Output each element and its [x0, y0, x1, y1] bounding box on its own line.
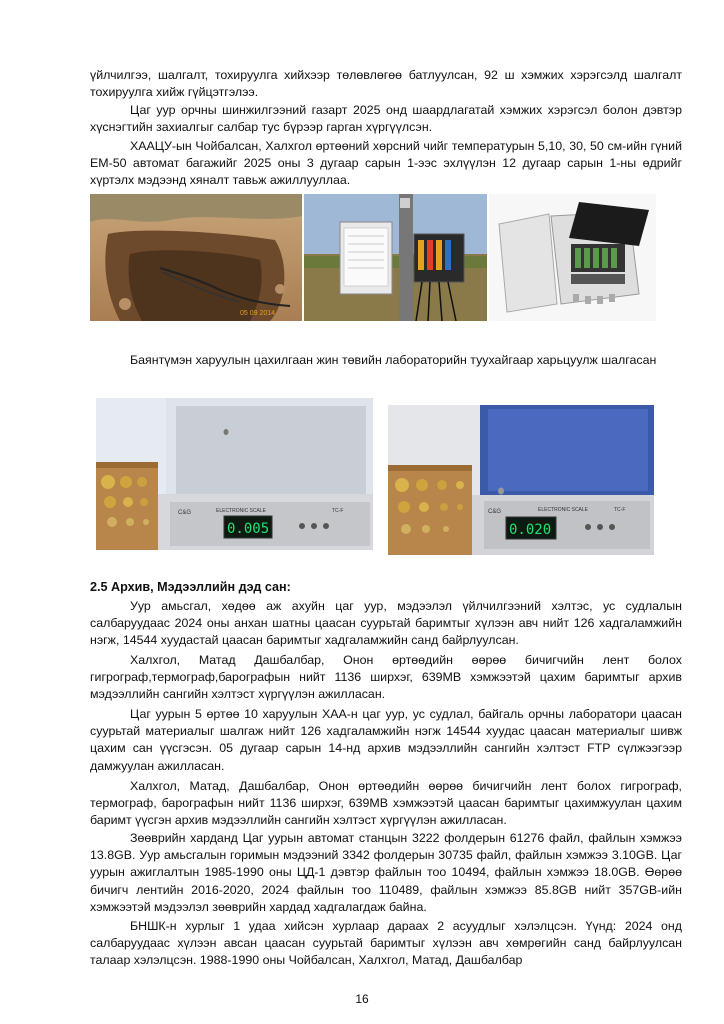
- paragraph-archive-4: Халхгол, Матад, Дашбалбар, Онон өртөөдийн өөрөө бичигчийн лент болох гигрограф, термограф, барографын нийт 1136 ширхэг, 639МВ хэмжээтэй цаасан баримтыг цахимжуулан цахим баримт үүсгэн архив мэдээллийн сангийн хэлтэст хүргүүлэн ажилласан.: [90, 779, 682, 828]
- scale-model-text-2: TC-F: [614, 507, 626, 513]
- scale-model-text: TC-F: [332, 508, 344, 514]
- scale-display-reading-2: 0.020: [509, 522, 552, 538]
- paragraph-lab-comparison: Баянтүмэн харуулын цахилгаан жин төвийн лабораторийн туухайгаар харьцуулж шалгасан: [130, 353, 657, 367]
- photo-soil-pit: [90, 194, 302, 321]
- paragraph-archive-5: Зөөврийн харданд Цаг уурын автомат станцын 3222 фолдерын 61276 файл, файлын хэмжээ 13.8GB. Уур амьсгалын горимын мэдээний 3342 фолдерын 30735 файл, файлын хэмжээ 3.10GB. Цаг уурын ажиглалтын 1985-1990 оны ЦД-1 дэвтэр файлын тоо 10494, файлын хэмжээ 18.0GB. Өөрөө бичигч лентийн 2016-2020, 2024 файлын тоо 110489, файлын хэмжээ 85.8GB нийт 357GB-ийн хэмжээтэй мэдээлэл зөөврийн хардад хадгалагдаж байна.: [90, 831, 682, 914]
- paragraph-soil-sensor: ХААЦУ-ын Чойбалсан, Халхгол өртөөний хөрсний чийг температурын 5,10, 30, 50 см-ийн гүний ЕМ-50 автомат багажийг 2025 оны 3 дугаар сарын 1-ээс эхлүүлэн 12 дугаар сарын 1-ны өдрийг хүртэлх мэдээнд хяналт тавьж ажиллууллаа.: [90, 139, 682, 188]
- section-heading: 2.5 Архив, Мэдээллийн дэд сан:: [90, 580, 291, 594]
- page-number: 16: [355, 992, 369, 1006]
- photo-scale-2: [388, 405, 654, 555]
- paragraph-archive-2: Халхгол, Матад Дашбалбар, Онон өртөөдийн өөрөө бичигчийн лент болох гигрограф,термограф,барографын нийт 1136 ширхэг, 639МВ хэмжээтэй цахим баримтыг архив мэдээллийн сангийн хэлтэст хүргүүлэн ажилласан.: [90, 653, 682, 702]
- paragraph-archive-1: Уур амьсгал, хөдөө аж ахуйн цаг уур, мэдээлэл үйлчилгээний хэлтэс, ус судлалын салбаруудаас 2024 оны анхан шатны цаасан суурьтай баримтыг хүлээн авч нийт 126 хадгаламжийн нэгж, 14544 хуудастай цаасан баримтыг хадгаламжийн санд байрлуулсан.: [90, 599, 682, 648]
- scale-display-reading-1: 0.005: [227, 521, 270, 537]
- scale-brand-text-2: C&G: [488, 509, 502, 515]
- paragraph-order-request: Цаг уур орчны шинжилгээний газарт 2025 онд шаардлагатай хэмжих хэрэгсэл болон дэвтэр хүснэгтийн захиалгыг салбар тус бүрээр гарган хүргүүлсэн.: [90, 103, 682, 135]
- paragraph-continuation: үйлчилгээ, шалгалт, тохируулга хийхээр төлөвлөгөө батлуулсан, 92 ш хэмжих хэрэгсэлд шалгалт тохируулга хийж гүйцэтгэлээ.: [90, 68, 682, 100]
- photo-date-stamp: 05 09 2014: [240, 310, 276, 317]
- scale-label-text-2: ELECTRONIC SCALE: [538, 507, 589, 513]
- photo-scale-1: [96, 398, 373, 550]
- scale-brand-text: C&G: [178, 510, 192, 516]
- photo-logger-box: [489, 194, 656, 321]
- paragraph-archive-6: БНШК-н хурлыг 1 удаа хийсэн хурлаар дараах 2 асуудлыг хэлэлцсэн. Үүнд: 2024 онд салбаруудаас хүлээн авсан цаасан суурьтай баримтыг хүлээн авч хөмрөгийн санд байрлуулсан талаар хэлэлцсэн. 1988-1990 оны Чойбалсан, Халхгол, Матад, Дашбалбар: [90, 919, 682, 968]
- photo-field-station: [304, 194, 487, 321]
- scale-label-text: ELECTRONIC SCALE: [216, 508, 267, 514]
- paragraph-archive-3: Цаг уурын 5 өртөө 10 харуулын ХАА-н цаг уур, ус судлал, байгаль орчны лаборатори цаасан суурьтай материалыг шалгаж нийт 126 хадгаламжийн нэгж 14544 хуудас цаасан материалыг шивж цахим сан үүсгэсэн. 05 дугаар сарын 14-нд архив мэдээллийн сангийн хэлтэст FTP сүлжээгээр дамжуулан ажилласан.: [90, 707, 682, 773]
